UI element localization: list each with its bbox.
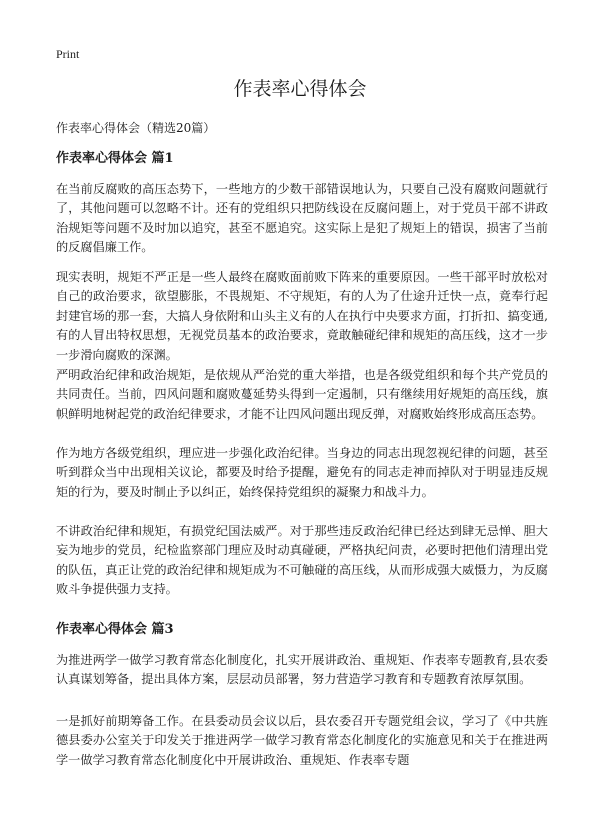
paragraph: 严明政治纪律和政治规矩，是依规从严治党的重大举措，也是各级党组织和每个共产党员的共同责任。当前，四风问题和腐败蔓延势头得到一定遏制，只有继续用好规矩的高压线，旗帜鲜明地树起党的政治纪律要求，才能不让四风问题出现反弹，对腐败始终形成高压态势。 — [56, 368, 548, 421]
paragraph: 作为地方各级党组织，理应进一步强化政治纪律。当身边的同志出现忽视纪律的问题，甚至听到群众当中出现相关议论，都要及时给予提醒，避免有的同志走神而掉队对于明显违反规矩的行为，要及时制止予以纠正，始终保持党组织的凝聚力和战斗力。 — [56, 446, 548, 499]
document-title: 作表率心得体会 — [233, 78, 367, 100]
document-subtitle: 作表率心得体会（精选20篇） — [56, 121, 216, 135]
paragraph: 现实表明，规矩不严正是一些人最终在腐败面前败下阵来的重要原因。一些干部平时放松对自己的政治要求，欲望膨胀，不畏规矩、不守规矩，有的人为了仕途升迁快一点，竟奉行起封建官场的那一套，大搞人身依附和山头主义有的人在执行中央要求方面，打折扣、搞变通,有的人冒出特权思想，无视党员基本的政治要求，竟敢触碰纪律和规矩的高压线，这才一步一步滑向腐败的深渊。 — [56, 270, 548, 362]
paragraph: 在当前反腐败的高压态势下，一些地方的少数干部错误地认为，只要自己没有腐败问题就行了，其他问题可以忽略不计。还有的党组织只把防线设在反腐问题上，对于党员干部不讲政治规矩等问题不及时加以追究，甚至不愿追究。这实际上是犯了规矩上的错误，损害了当前的反腐倡廉工作。 — [56, 182, 548, 255]
paragraph: 一是抓好前期筹备工作。在县委动员会议以后，县农委召开专题党组会议，学习了《中共旌德县委办公室关于印发关于推进两学一做学习教育常态化制度化的实施意见和关于在推进两学一做学习教育常态化制度化中开展讲政治、重规矩、作表率专题 — [56, 714, 548, 767]
section-heading: 作表率心得体会 篇3 — [56, 622, 174, 637]
section-heading: 作表率心得体会 篇1 — [56, 151, 174, 166]
paragraph: 不讲政治纪律和规矩，有损党纪国法威严。对于那些违反政治纪律已经达到肆无忌惮、胆大妄为地步的党员，纪检监察部门理应及时动真碰硬，严格执纪问责，必要时把他们清理出党的队伍，真正让党的政治纪律和规矩成为不可触碰的高压线，从而形成强大威慑力，为反腐败斗争提供强力支持。 — [56, 524, 548, 597]
paragraph: 为推进两学一做学习教育常态化制度化，扎实开展讲政治、重规矩、作表率专题教育,县农委认真谋划筹备，提出具体方案，层层动员部署，努力营造学习教育和专题教育浓厚氛围。 — [56, 653, 548, 687]
print-link[interactable]: Print — [56, 47, 80, 61]
